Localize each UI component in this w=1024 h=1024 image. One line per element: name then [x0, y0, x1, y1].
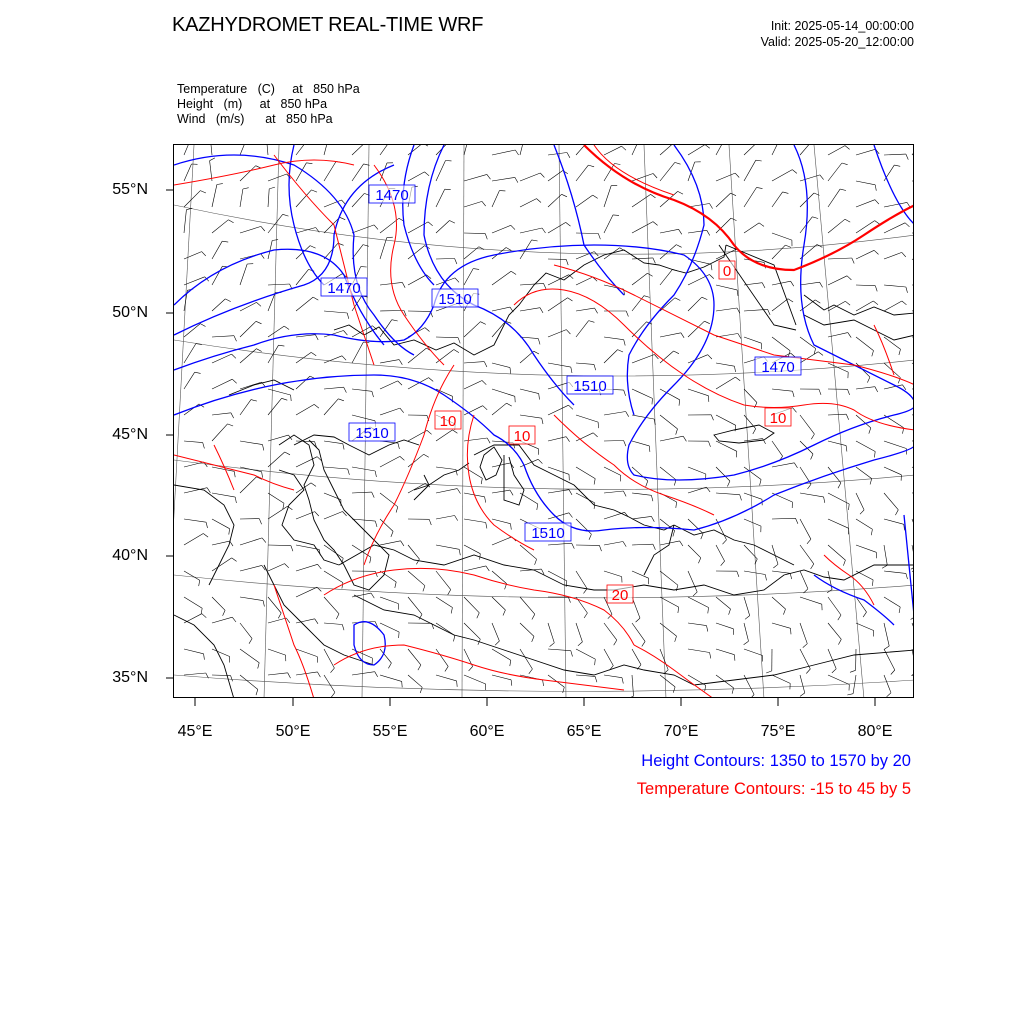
contour-label-temperature: 0: [722, 263, 732, 280]
lat-label-35n: 35°N: [112, 669, 148, 686]
lat-label-55n: 55°N: [112, 181, 148, 198]
contour-label-height: 1470: [327, 280, 361, 297]
contour-label-height: 1470: [375, 187, 409, 204]
contour-label-height: 1510: [355, 425, 389, 442]
lat-label-45n: 45°N: [112, 426, 148, 443]
map-title: KAZHYDROMET REAL-TIME WRF: [172, 14, 484, 36]
field-height-label: Height (m) at 850 hPa: [177, 97, 328, 111]
contour-label-temperature: 10: [769, 410, 787, 427]
lon-label-70e: 70°E: [663, 723, 699, 740]
field-wind-label: Wind (m/s) at 850 hPa: [177, 112, 333, 126]
lon-label-45e: 45°E: [177, 723, 213, 740]
contour-label-temperature: 10: [439, 413, 457, 430]
temperature-contours-legend: Temperature Contours: -15 to 45 by 5: [636, 780, 911, 798]
lon-label-75e: 75°E: [760, 723, 796, 740]
contour-label-height: 1510: [531, 525, 565, 542]
lat-label-50n: 50°N: [112, 304, 148, 321]
lon-label-55e: 55°E: [372, 723, 408, 740]
contour-label-height: 1510: [438, 291, 472, 308]
field-temperature-label: Temperature (C) at 850 hPa: [177, 82, 360, 96]
lat-label-40n: 40°N: [112, 547, 148, 564]
axis-ticks: [160, 140, 930, 715]
contour-label-temperature: 10: [513, 428, 531, 445]
lon-label-80e: 80°E: [857, 723, 893, 740]
height-contours-legend: Height Contours: 1350 to 1570 by 20: [641, 752, 911, 770]
contour-label-height: 1510: [573, 378, 607, 395]
contour-label-temperature: 20: [611, 587, 629, 604]
lon-label-60e: 60°E: [469, 723, 505, 740]
valid-time: Valid: 2025-05-20_12:00:00: [760, 35, 914, 49]
init-time: Init: 2025-05-14_00:00:00: [770, 19, 914, 33]
lon-label-50e: 50°E: [275, 723, 311, 740]
contour-label-height: 1470: [761, 359, 795, 376]
lon-label-65e: 65°E: [566, 723, 602, 740]
